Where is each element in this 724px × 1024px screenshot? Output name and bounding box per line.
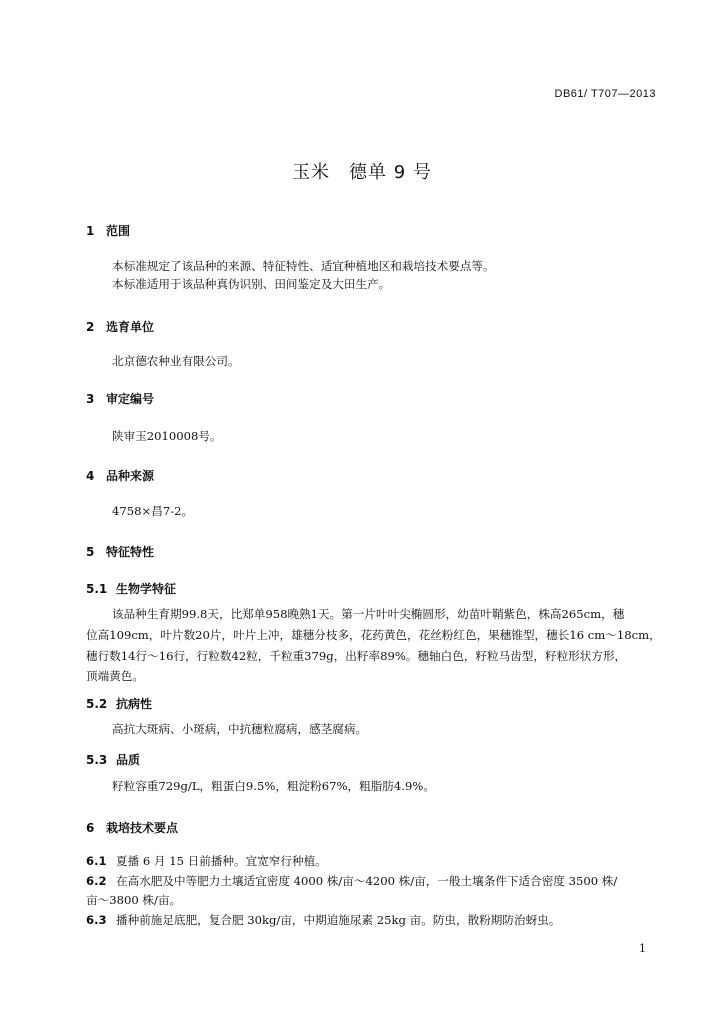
section-3-paragraph: 陕审玉2010008号。 [112,429,222,443]
section-5-2-paragraph: 高抗大斑病、小斑病，中抗穗粒腐病，感茎腐病。 [112,722,368,736]
document-number: DB61/ T707—2013 [554,88,656,100]
section-5-3-paragraph: 籽粒容重729g/L，粗蛋白9.5%，粗淀粉67%，粗脂肪4.9%。 [112,779,435,793]
section-1-paragraph-2: 本标准适用于该品种真伪识别、田间鉴定及大田生产。 [112,277,391,291]
section-6-3-item: 6.3 播种前施足底肥，复合肥 30kg/亩，中期追施尿素 25kg 亩。防虫，散粉期防治蚜虫。 [86,913,561,927]
section-2-heading: 2 选育单位 [86,320,155,334]
section-5-1-line-2: 位高109cm，叶片数20片，叶片上冲，雄穗分枝多，花药黄色，花丝粉红色，果穗锥型，穗长16 cm～18cm， [86,628,661,642]
section-6-2-item-continued: 亩～3800 株/亩。 [86,893,182,907]
section-5-1-line-1: 该品种生育期99.8天，比郑单958晚熟1天。第一片叶叶尖椭圆形，幼苗叶鞘紫色，株高265cm，穗 [112,607,625,621]
section-5-heading: 5 特征特性 [86,545,155,559]
section-4-heading: 4 品种来源 [86,469,155,483]
section-2-paragraph: 北京德农种业有限公司。 [112,354,240,368]
document-title: 玉米 德单 9 号 [292,162,432,183]
section-5-2-heading: 5.2 抗病性 [86,697,153,711]
section-6-2-item: 6.2 在高水肥及中等肥力土壤适宜密度 4000 株/亩～4200 株/亩，一般土壤条件下适合密度 3500 株/ [86,874,618,888]
section-1-paragraph-1: 本标准规定了该品种的来源、特征特性、适宜种植地区和栽培技术要点等。 [112,259,495,273]
section-6-1-item: 6.1 夏播 6 月 15 日前播种。宜宽窄行种植。 [86,854,327,868]
section-3-heading: 3 审定编号 [86,392,155,406]
section-5-3-heading: 5.3 品质 [86,753,141,767]
page-number: 1 [639,942,646,955]
section-5-1-line-3: 穗行数14行～16行，行粒数42粒，千粒重379g，出籽率89%。穗轴白色，籽粒马齿型，籽粒形状方形， [86,649,627,663]
section-4-paragraph: 4758×昌7-2。 [112,504,194,518]
section-5-1-line-4: 顶端黄色。 [86,669,144,683]
section-6-heading: 6 栽培技术要点 [86,821,179,835]
section-1-heading: 1 范围 [86,224,131,238]
section-5-1-heading: 5.1 生物学特征 [86,582,177,596]
